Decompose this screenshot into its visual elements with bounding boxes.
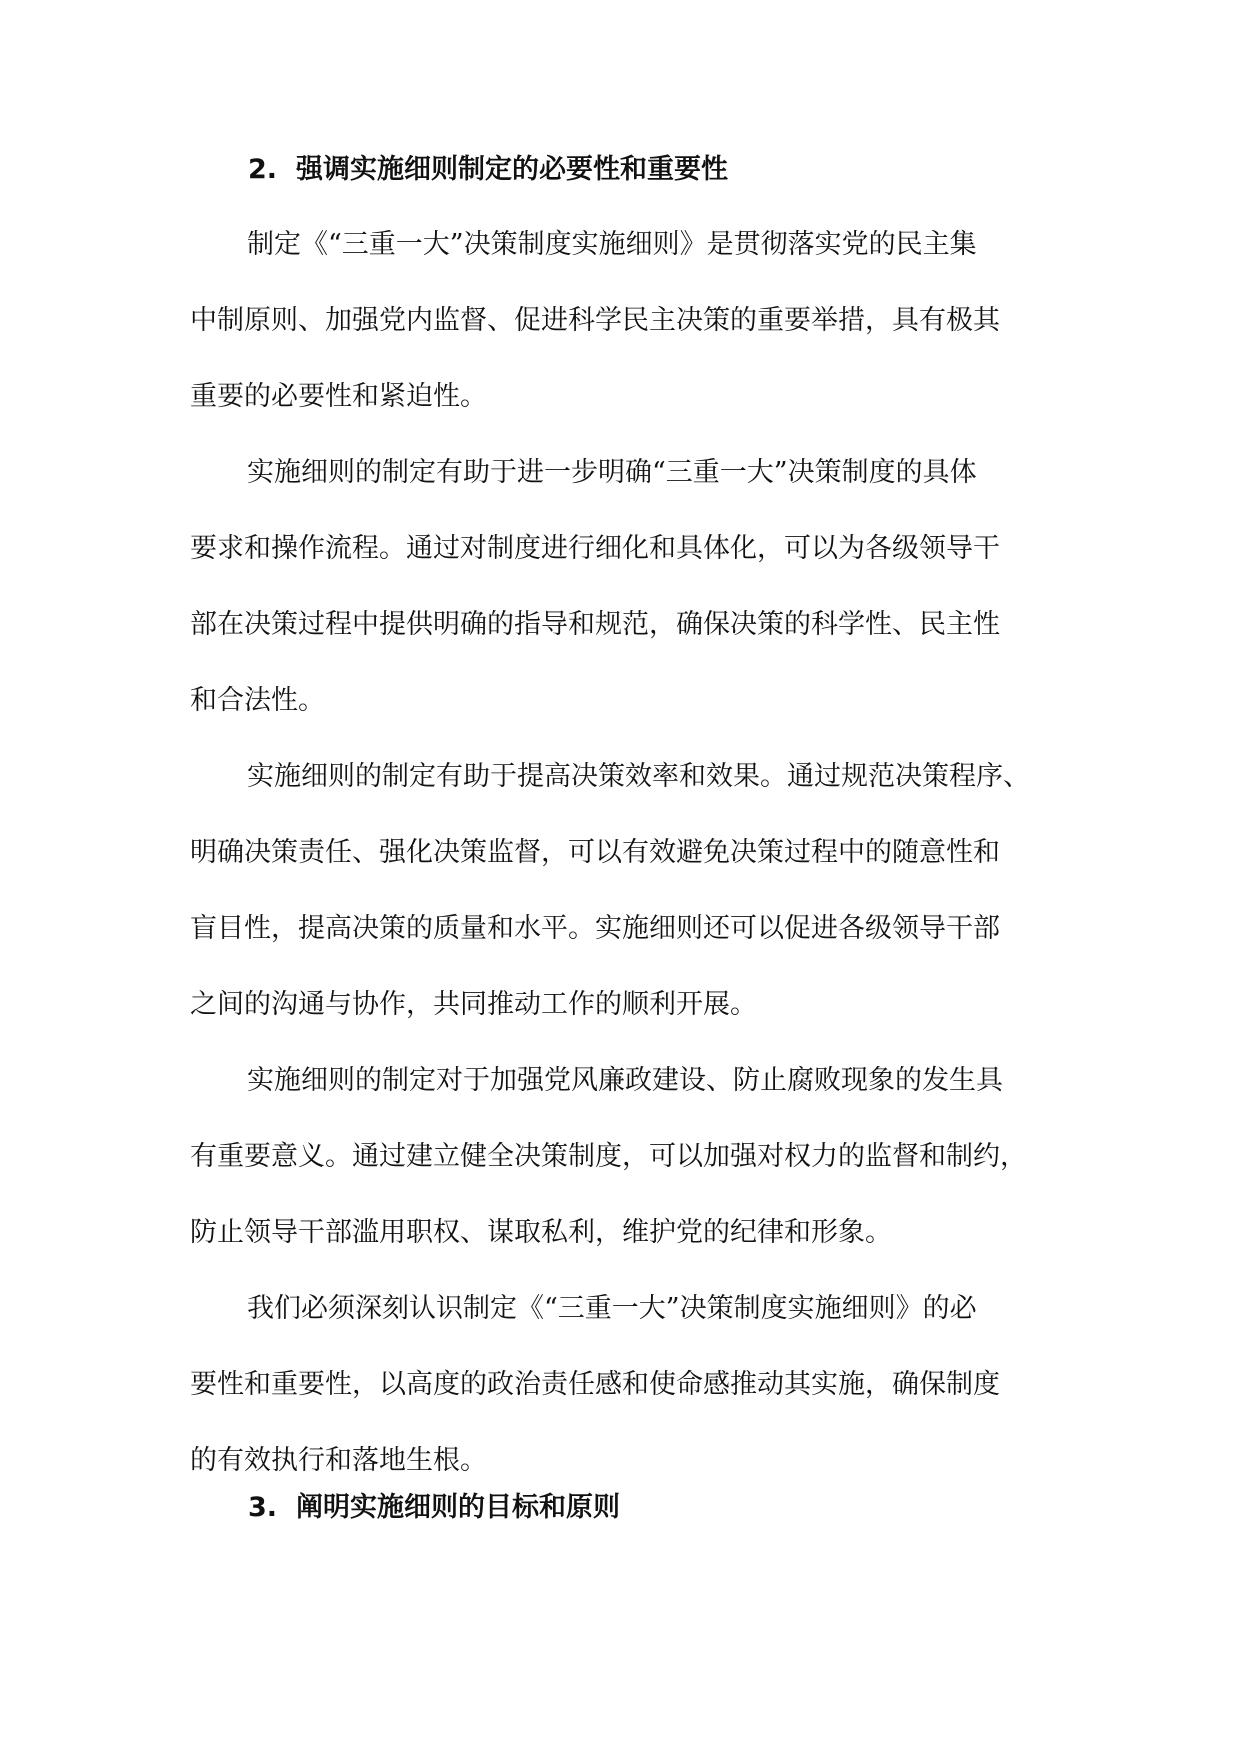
section-heading-3: [248, 1488, 620, 1528]
text-line: 之间的沟通与协作，共同推动工作的顺利开展。: [190, 989, 757, 1020]
text-line: 实施细则的制定对于加强党风廉政建设、防止腐败现象的发生具: [247, 1065, 1003, 1096]
text-line: 有重要意义。通过建立健全决策制度，可以加强对权力的监督和制约，: [190, 1141, 1027, 1172]
text-line: 防止领导干部滥用职权、谋取私利，维护党的纪律和形象。: [190, 1217, 892, 1248]
text-line: 中制原则、加强党内监督、促进科学民主决策的重要举措，具有极其: [190, 305, 1000, 336]
section-number: 3.: [248, 1492, 278, 1523]
section-title: 阐明实施细则的目标和原则: [296, 1492, 620, 1523]
text-line: 实施细则的制定有助于进一步明确“三重一大”决策制度的具体: [247, 457, 977, 488]
text-line: 部在决策过程中提供明确的指导和规范，确保决策的科学性、民主性: [190, 609, 1000, 640]
paragraph-2: [190, 435, 1060, 739]
paragraph-3: [190, 739, 1060, 1043]
section-number: 2.: [248, 154, 278, 185]
text-line: 的有效执行和落地生根。: [190, 1445, 487, 1476]
paragraph-1: [190, 207, 1060, 435]
text-line: 制定《“三重一大”决策制度实施细则》是贯彻落实党的民主集: [247, 229, 977, 260]
text-line: 要求和操作流程。通过对制度进行细化和具体化，可以为各级领导干: [190, 533, 1000, 564]
paragraph-4: [190, 1043, 1060, 1271]
section-title: 强调实施细则制定的必要性和重要性: [296, 154, 728, 185]
paragraph-5: [190, 1271, 1060, 1499]
text-line: 盲目性，提高决策的质量和水平。实施细则还可以促进各级领导干部: [190, 913, 1000, 944]
text-line: 要性和重要性，以高度的政治责任感和使命感推动其实施，确保制度: [190, 1369, 1000, 1400]
text-line: 和合法性。: [190, 685, 325, 716]
text-line: 我们必须深刻认识制定《“三重一大”决策制度实施细则》的必: [247, 1293, 977, 1324]
text-line: 明确决策责任、强化决策监督，可以有效避免决策过程中的随意性和: [190, 837, 1000, 868]
text-line: 实施细则的制定有助于提高决策效率和效果。通过规范决策程序、: [247, 761, 1030, 792]
text-line: 重要的必要性和紧迫性。: [190, 381, 487, 412]
section-heading-2: [248, 150, 728, 190]
